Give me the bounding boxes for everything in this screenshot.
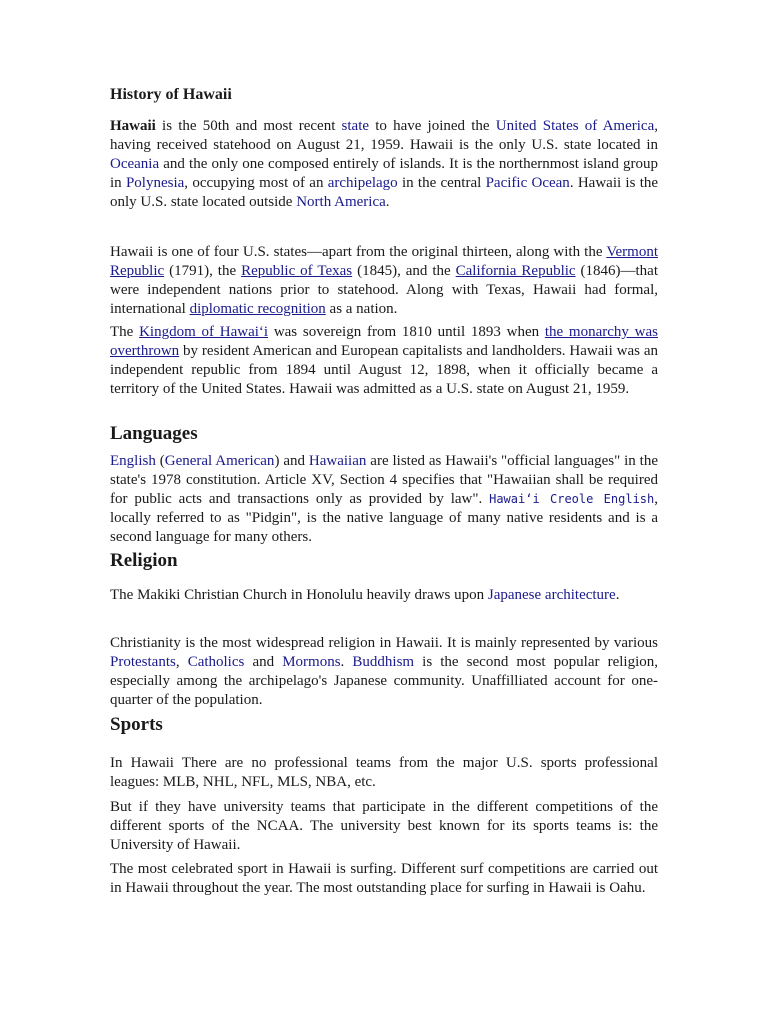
religion-paragraph-2: Christianity is the most widespread religion in Hawaii. It is mainly represented by various Protestants, Catholics and Mormons. Buddhism is the second most popular religion, especially among the archipelago's Japanese community. Unaffilliated account for one-quarter of the population. (110, 635, 658, 708)
sports-paragraph-2: But if they have university teams that participate in the different competitions of the different sports of the NCAA. The university best known for its sports teams is: the University of Hawaii. (110, 799, 658, 853)
languages-paragraph: English (General American) and Hawaiian are listed as Hawaii's "official languages" in the state's 1978 constitution. Article XV, Section 4 specifies that "Hawaiian shall be required for public acts and transactions only as provided by law". Hawaiʻi Creole English, locally referred to as "Pidgin", is the native language of many native residents and is a second language for many others. (110, 453, 659, 545)
link-north-america[interactable]: North America (296, 194, 386, 210)
sports-heading: Sports (110, 714, 163, 735)
link-pacific-ocean[interactable]: Pacific Ocean (485, 175, 570, 191)
sports-paragraph-1: In Hawaii There are no professional teams from the major U.S. sports professional leagues: MLB, NHL, NFL, MLS, NBA, etc. (110, 755, 658, 790)
link-california-republic[interactable]: California Republic (455, 263, 576, 279)
history-paragraph-3: The Kingdom of Hawaiʻi was sovereign from 1810 until 1893 when the monarchy was overthrown by resident American and European capitalists and landholders. Hawaii was an independent republic from 1894 until August 12, 1898, when it officially became a territory of the United States. Hawaii was admitted as a U.S. state on August 21, 1959. (110, 324, 658, 397)
link-hawaii-creole-english[interactable]: Hawaiʻi Creole English (489, 492, 655, 506)
history-paragraph-2: Hawaii is one of four U.S. states—apart from the original thirteen, along with the Vermont Republic (1791), the Republic of Texas (1845), and the California Republic (1846)—that were independent nations prior to statehood. Along with Texas, Hawaii had formal, international diplomatic recognition as a nation. (110, 244, 658, 317)
religion-heading: Religion (110, 550, 178, 571)
link-hawaiian[interactable]: Hawaiian (308, 453, 367, 469)
link-mormons[interactable]: Mormons (282, 654, 341, 670)
link-vermont-republic[interactable]: Vermont Republic (110, 244, 658, 279)
history-paragraph-1: Hawaii is the 50th and most recent state to have joined the United States of America, having received statehood on August 21, 1959. Hawaii is the only U.S. state located in Oceania and the only one composed entirely of islands. It is the northernmost island group in Polynesia, occupying most of an archipelago in the central Pacific Ocean. Hawaii is the only U.S. state located outside North America. (110, 118, 659, 210)
link-state[interactable]: state (341, 118, 370, 134)
link-oceania[interactable]: Oceania (110, 156, 160, 172)
link-catholics[interactable]: Catholics (187, 654, 245, 670)
link-japanese-architecture[interactable]: Japanese architecture (487, 587, 616, 603)
religion-paragraph-1: The Makiki Christian Church in Honolulu heavily draws upon Japanese architecture. (110, 587, 620, 603)
link-diplomatic-recognition[interactable]: diplomatic recognition (189, 301, 326, 317)
link-republic-of-texas[interactable]: Republic of Texas (241, 263, 353, 279)
languages-heading: Languages (110, 423, 198, 444)
sports-paragraph-3: The most celebrated sport in Hawaii is surfing. Different surf competitions are carried out in Hawaii throughout the year. The most outstanding place for surfing in Hawaii is Oahu. (110, 861, 658, 896)
history-heading: History of Hawaii (110, 86, 232, 103)
link-united-states[interactable]: United States of America (495, 118, 655, 134)
link-english[interactable]: English (110, 453, 156, 469)
link-general-american[interactable]: General American (164, 453, 275, 469)
link-polynesia[interactable]: Polynesia (125, 175, 185, 191)
link-monarchy-overthrown[interactable]: the monarchy was overthrown (110, 324, 658, 359)
link-archipelago[interactable]: archipelago (327, 175, 398, 191)
hawaii-bold: Hawaii (110, 118, 156, 134)
link-buddhism[interactable]: Buddhism (352, 654, 415, 670)
link-protestants[interactable]: Protestants (110, 654, 176, 670)
link-kingdom-of-hawaii[interactable]: Kingdom of Hawaiʻi (139, 324, 269, 340)
